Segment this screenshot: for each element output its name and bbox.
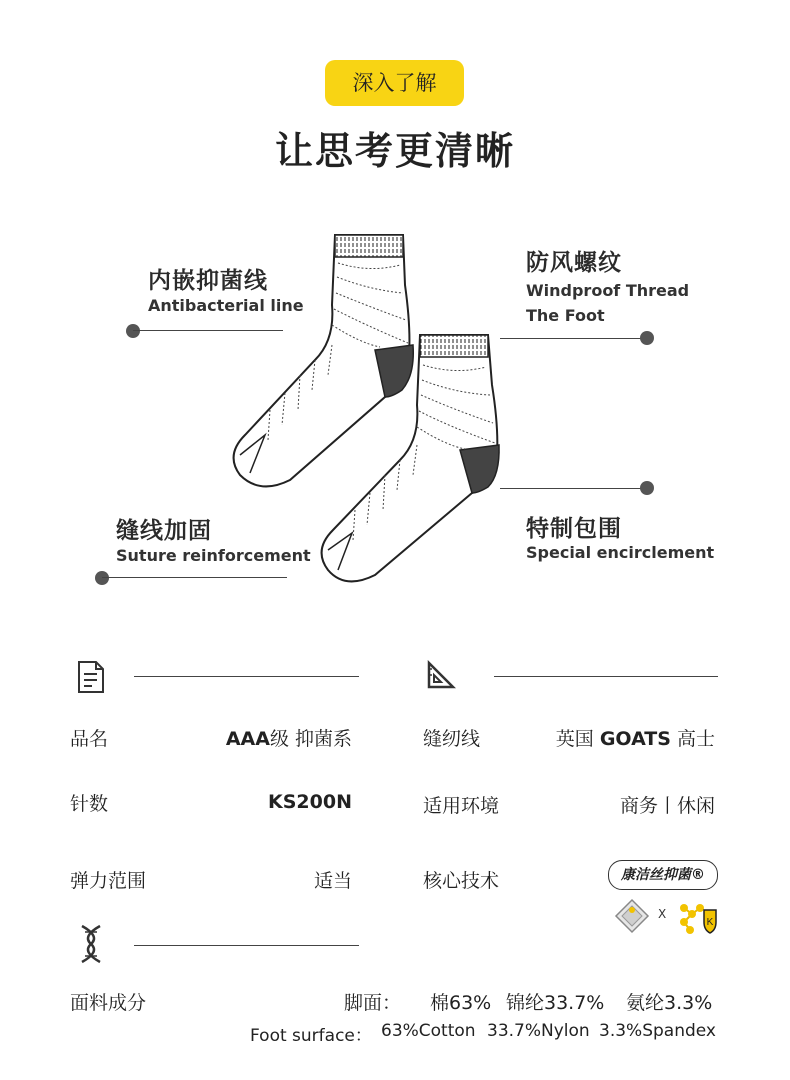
tech-x-separator: X [658, 907, 667, 921]
molecule-shield-icon [676, 900, 718, 934]
callout-dot [640, 481, 654, 495]
section-divider [134, 676, 359, 677]
feature-subtitle-suture: Suture reinforcement [116, 546, 311, 565]
feature-title-antibacterial: 内嵌抑菌线 [148, 268, 268, 294]
fabric-cn-nylon: 锦纶33.7% [506, 992, 605, 1014]
callout-dot [640, 331, 654, 345]
spec-value-pre: 英国 [555, 728, 600, 750]
fabric-en-spandex: 3.3%Spandex [599, 1021, 716, 1041]
dna-icon [74, 924, 108, 964]
spec-value-post: 高士 [670, 728, 715, 750]
fabric-en-prefix: Foot surface： [250, 1026, 372, 1046]
feature-subtitle-encirclement: Special encirclement [526, 543, 715, 562]
section-divider [134, 945, 359, 946]
feature-title-windproof: 防风螺纹 [526, 250, 622, 276]
feature-subtitle-windproof-1: Windproof Thread [526, 281, 690, 300]
triangle-ruler-icon [426, 660, 456, 690]
fabric-label: 面料成分 [70, 992, 147, 1014]
callout-line [500, 338, 646, 339]
spec-label-elasticity: 弹力范围 [70, 870, 147, 892]
callout-line [102, 577, 287, 578]
fabric-en-cotton: 63%Cotton [381, 1021, 476, 1041]
spec-label-sewing-thread: 缝纫线 [423, 728, 481, 750]
spec-value-rest: 级 抑菌系 [269, 728, 352, 750]
callout-line [133, 330, 283, 331]
callout-dot [95, 571, 109, 585]
spec-label-needle: 针数 [70, 793, 109, 815]
spec-value-needle: KS200N [268, 791, 352, 813]
spec-value-sewing-thread [530, 724, 715, 751]
spec-label-core-tech: 核心技术 [423, 870, 500, 892]
page-title: 让思考更清晰 [274, 129, 515, 173]
fabric-en-nylon: 33.7%Nylon [487, 1021, 590, 1041]
spec-value-elasticity: 适当 [313, 870, 352, 892]
fabric-cn-prefix: 脚面： [344, 992, 402, 1014]
fabric-cn-spandex: 氨纶3.3% [626, 992, 713, 1014]
feature-subtitle-windproof-2: The Foot [526, 306, 605, 325]
feature-title-encirclement: 特制包围 [526, 516, 622, 542]
section-badge: 深入了解 [325, 60, 464, 106]
fabric-cn-cotton: 棉63% [430, 992, 492, 1014]
spec-value-scene: 商务丨休闲 [619, 795, 715, 817]
svg-text:K: K [706, 917, 714, 928]
spec-value-strong: AAA [225, 728, 270, 750]
spec-value-product-name [180, 724, 352, 751]
brand-pill: 康洁丝抑菌® [608, 860, 718, 890]
spec-label-product-name: 品名 [70, 728, 109, 750]
section-divider [494, 676, 718, 677]
feature-subtitle-antibacterial: Antibacterial line [148, 296, 304, 315]
document-icon [76, 660, 106, 694]
callout-line [500, 488, 646, 489]
spec-label-scene: 适用环境 [423, 795, 500, 817]
spec-value-strong: GOATS [599, 728, 671, 750]
feature-title-suture: 缝线加固 [116, 518, 212, 544]
callout-dot [126, 324, 140, 338]
diamond-certificate-icon [614, 898, 650, 934]
